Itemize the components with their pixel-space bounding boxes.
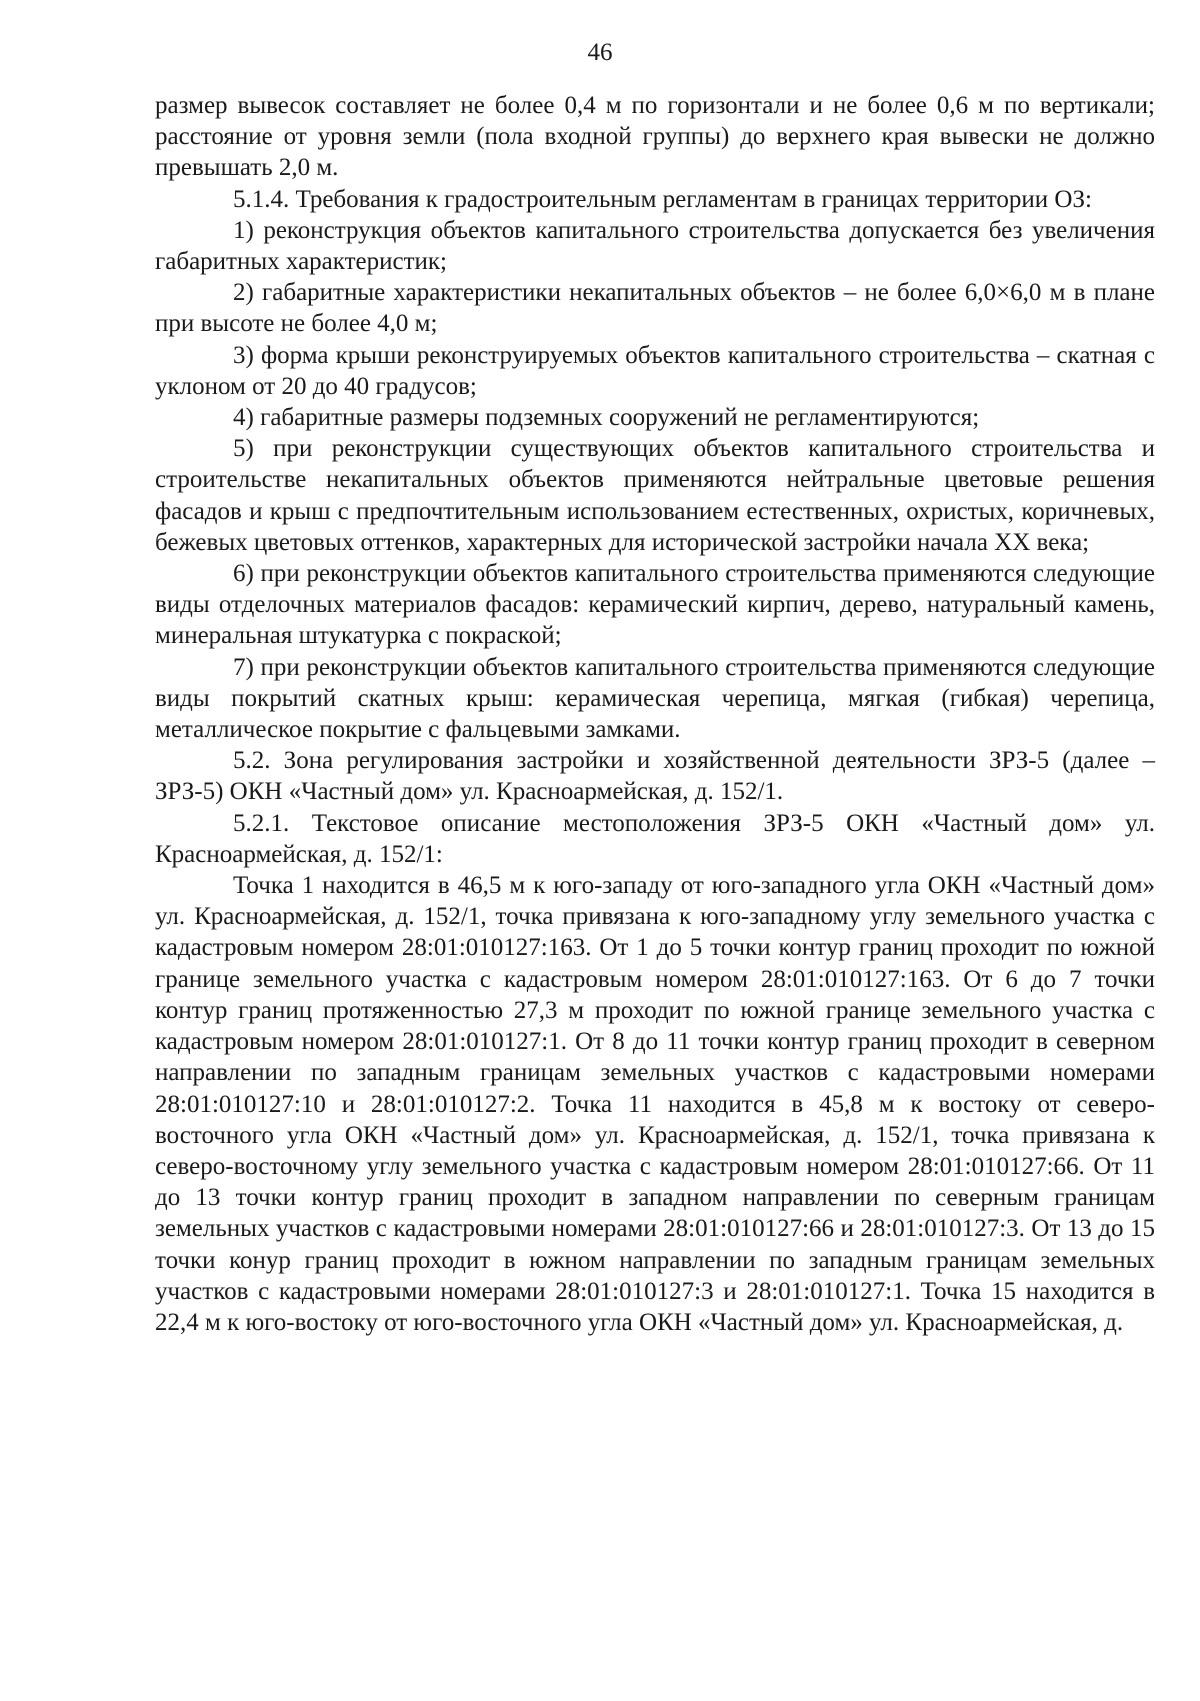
document-body xyxy=(155,90,1155,1338)
paragraph-item-6: 6) при реконструкции объектов капитального строительства применяются следующие виды отделочных материалов фасадов: керамический кирпич, дерево, натуральный камень, минеральная штукатурка с покраской; xyxy=(155,560,1155,650)
paragraph-item-5: 5) при реконструкции существующих объектов капитального строительства и строительстве некапитальных объектов применяются нейтральные цветовые решения фасадов и крыш с предпочтительным использованием естественных, охристых, коричневых, бежевых цветовых оттенков, характерных для исторической застройки начала XX века; xyxy=(155,435,1155,556)
page-number: 46 xyxy=(587,39,613,66)
paragraph-item-2: 2) габаритные характеристики некапитальных объектов – не более 6,0×6,0 м в плане при высоте не более 4,0 м; xyxy=(155,279,1155,338)
paragraph-signage-size: размер вывесок составляет не более 0,4 м по горизонтали и не более 0,6 м по вертикали; расстояние от уровня земли (пола входной группы) до верхнего края вывески не должно превышать 2,0 м. xyxy=(155,92,1155,182)
paragraph-item-3: 3) форма крыши реконструируемых объектов капитального строительства – скатная с уклоном от 20 до 40 градусов; xyxy=(155,341,1155,400)
paragraph-section-5-1-4: 5.1.4. Требования к градостроительным регламентам в границах территории ОЗ: xyxy=(233,185,1092,213)
paragraph-item-7: 7) при реконструкции объектов капитального строительства применяются следующие виды покрытий скатных крыш: керамическая черепица, мягкая (гибкая) черепица, металлическое покрытие с фальцевыми замками. xyxy=(155,653,1155,744)
paragraph-item-1: 1) реконструкция объектов капитального строительства допускается без увеличения габаритных характеристик; xyxy=(155,216,1155,276)
paragraph-section-5-2: 5.2. Зона регулирования застройки и хозяйственной деятельности ЗРЗ-5 (далее – ЗРЗ-5) ОКН «Частный дом» ул. Красноармейская, д. 152/1. xyxy=(155,747,1155,806)
paragraph-section-5-2-1: 5.2.1. Текстовое описание местоположения ЗРЗ-5 ОКН «Частный дом» ул. Красноармейская, д. 152/1: xyxy=(155,809,1155,868)
paragraph-boundary-description: Точка 1 находится в 46,5 м к юго-западу от юго-западного угла ОКН «Частный дом» ул. Красноармейская, д. 152/1, точка привязана к юго-западному углу земельного участка с кадастровым номером 28:01:010127:163. От 1 до 5 точки контур границ проходит по южной границе земельного участка с кадастровым номером 28:01:010127:163. От 6 до 7 точки контур границ протяженностью 27,3 м проходит по южной границе земельного участка с кадастровым номером 28:01:010127:1. От 8 до 11 точки контур границ проходит в северном направлении по западным границам земельных участков с кадастровыми номерами 28:01:010127:10 и 28:01:010127:2. Точка 11 находится в 45,8 м к востоку от северо-восточного угла ОКН «Частный дом» ул. Красноармейская, д. 152/1, точка привязана к северо-восточному углу земельного участка с кадастровым номером 28:01:010127:66. От 11 до 13 точки контур границ проходит в западном направлении по северным границам земельных участков с кадастровыми номерами 28:01:010127:66 и 28:01:010127:3. От 13 до 15 точки конур границ проходит в южном направлении по западным границам земельных участков с кадастровыми номерами 28:01:010127:3 и 28:01:010127:1. Точка 15 находится в 22,4 м к юго-востоку от юго-восточного угла ОКН «Частный дом» ул. Красноармейская, д. xyxy=(155,872,1155,1336)
paragraph-item-4: 4) габаритные размеры подземных сооружений не регламентируются; xyxy=(233,404,980,432)
